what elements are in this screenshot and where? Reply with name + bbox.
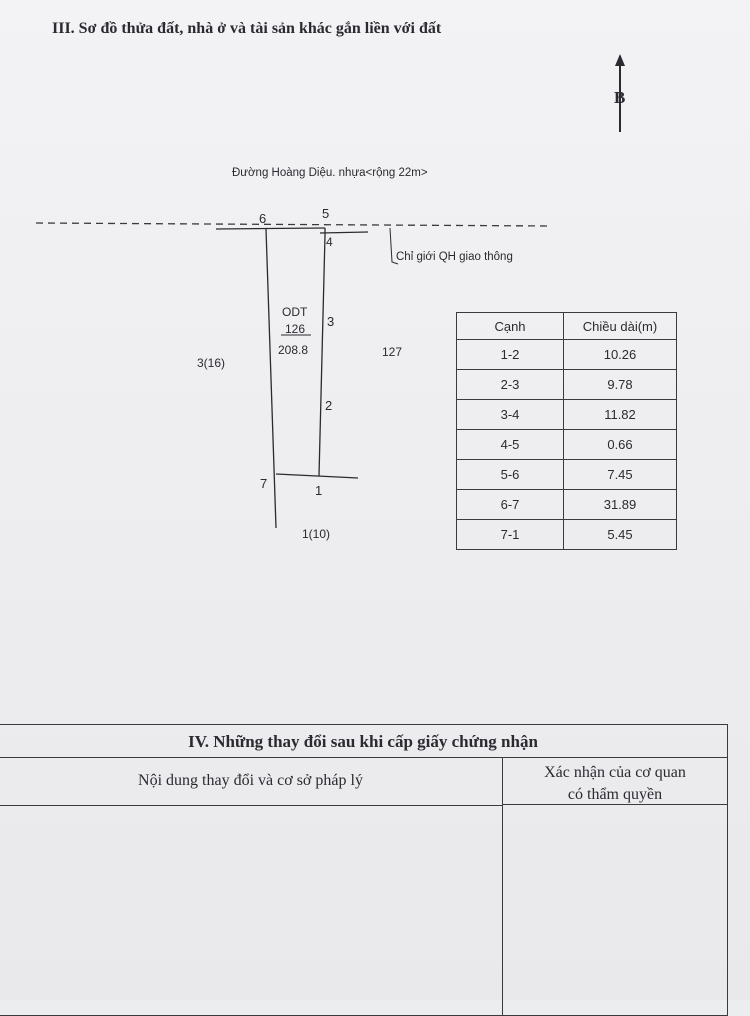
section-4-table: [0, 724, 728, 1016]
table-row: [457, 400, 677, 430]
table-row: [457, 370, 677, 400]
table-row: [457, 430, 677, 460]
table-cell-length: 7.45: [564, 460, 677, 490]
section-3-title: III. Sơ đồ thửa đất, nhà ở và tài sản khác gắn liền với đất: [52, 20, 442, 37]
north-label: B: [614, 88, 626, 107]
authority-header-line-1: Xác nhận của cơ quan: [544, 764, 686, 781]
changes-content-header: Nội dung thay đổi và cơ sở pháp lý: [0, 758, 503, 806]
vertex-4-label: 4: [326, 235, 333, 249]
table-row: [457, 520, 677, 550]
edge-right: [319, 235, 325, 476]
table-cell-length: 31.89: [564, 490, 677, 520]
table-header-length: Chiều dài(m): [564, 313, 677, 340]
edge-length-table: [456, 312, 677, 550]
qh-boundary-line: [320, 232, 368, 233]
neighbor-bottom-label: 1(10): [302, 527, 331, 541]
neighbor-left-label: 3(16): [197, 356, 226, 370]
edge-7-1: [276, 474, 358, 478]
table-row: [457, 460, 677, 490]
table-cell-length: 11.82: [564, 400, 677, 430]
authority-header-line-2: có thẩm quyền: [567, 786, 663, 803]
table-cell-length: 10.26: [564, 340, 677, 370]
edge-6-7: [266, 229, 276, 528]
vertex-6-label: 6: [259, 211, 267, 226]
section-4-title: IV. Những thay đổi sau khi cấp giấy chứng nhận: [0, 725, 727, 758]
road-label: Đường Hoàng Diệu. nhựa<rộng 22m>: [232, 167, 428, 179]
table-cell-edge: 2-3: [457, 370, 564, 400]
authority-confirmation-header: [503, 758, 727, 805]
vertex-1-label: 1: [315, 483, 323, 498]
table-cell-edge: 7-1: [457, 520, 564, 550]
vertex-7-label: 7: [260, 476, 268, 491]
qh-boundary-label: Chỉ giới QH giao thông: [396, 251, 513, 263]
parcel-number-label: 126: [285, 322, 306, 336]
table-cell-edge: 3-4: [457, 400, 564, 430]
table-header-edge: Cạnh: [457, 313, 564, 340]
table-cell-edge: 4-5: [457, 430, 564, 460]
neighbor-right-label: 127: [382, 345, 403, 359]
vertex-2-label: 2: [325, 398, 333, 413]
column-divider: [502, 806, 503, 1016]
vertex-5-label: 5: [322, 206, 330, 221]
road-dashed-line: [36, 223, 552, 226]
table-cell-length: 5.45: [564, 520, 677, 550]
table-cell-length: 9.78: [564, 370, 677, 400]
table-cell-length: 0.66: [564, 430, 677, 460]
table-cell-edge: 6-7: [457, 490, 564, 520]
table-header-row: [457, 313, 677, 340]
table-row: [457, 490, 677, 520]
table-cell-edge: 1-2: [457, 340, 564, 370]
edge-5-6: [216, 228, 325, 229]
table-cell-edge: 5-6: [457, 460, 564, 490]
table-row: [457, 340, 677, 370]
vertex-3-label: 3: [327, 314, 335, 329]
land-type-label: ODT: [282, 305, 308, 319]
parcel-area-label: 208.8: [278, 343, 309, 357]
